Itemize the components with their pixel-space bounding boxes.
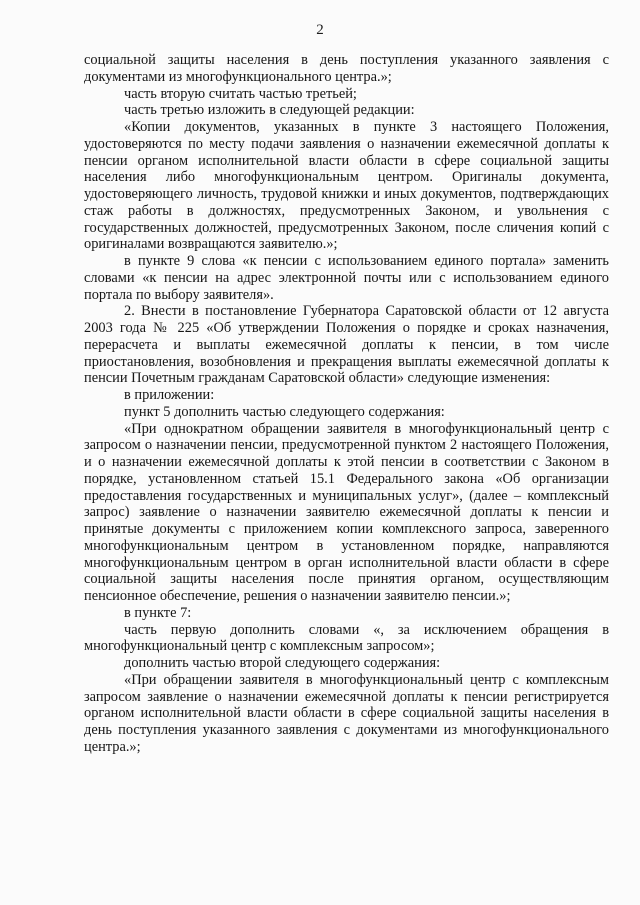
paragraph-item-2: 2. Внести в постановление Губернатора Саратовской области от 12 августа 2003 года № 225 «Об утверждении Положения о порядке и сроках назначения, перерасчета и выплаты ежемесячной доплаты к пенсии, в том числе приостановления, возобновления и прекращения выплаты ежемесячной доплаты к пенсии Почетным гражданам Саратовской области» следующие изменения: bbox=[84, 303, 609, 387]
paragraph: часть вторую считать частью третьей; bbox=[124, 85, 357, 102]
paragraph: в приложении: bbox=[124, 387, 215, 403]
paragraph-continuation: социальной защиты населения в день поступления указанного заявления с документами из многофункционального центра.»; bbox=[84, 52, 609, 85]
paragraph: пункт 5 дополнить частью следующего содержания: bbox=[124, 403, 445, 420]
paragraph: дополнить частью второй следующего содержания: bbox=[124, 655, 441, 671]
document-body bbox=[84, 52, 609, 756]
paragraph-quote: «Копии документов, указанных в пункте 3 настоящего Положения, удостоверяются по месту подачи заявления о назначении ежемесячной доплаты к пенсии органом исполнительной власти области в сфере социальной защиты населения либо многофункциональным центром. Оригиналы документа, удостоверяющего личность, трудовой книжки и иных документов, подтверждающих стаж работы в должностях, предусмотренных Законом, и увольнения с государственных должностей, предусмотренных Законом, после сличения копий с оригиналами возвращаются заявителю.»; bbox=[84, 119, 609, 253]
paragraph: часть третью изложить в следующей редакции: bbox=[124, 102, 415, 119]
page-number: 2 bbox=[316, 22, 324, 38]
paragraph-quote: «При обращении заявителя в многофункциональный центр с комплексным запросом заявление о назначении ежемесячной доплаты к пенсии регистрируется органом исполнительной власти области в сфере социальной защиты населения в день поступления указанного заявления с документами из многофункционального центра.»; bbox=[84, 671, 609, 755]
paragraph: в пункте 9 слова «к пенсии с использованием единого портала» заменить словами «к пенсии на адрес электронной почты или с использованием единого портала по выбору заявителя». bbox=[84, 253, 609, 303]
paragraph-quote: «При однократном обращении заявителя в многофункциональный центр с запросом о назначении пенсии, предусмотренной пунктом 2 настоящего Положения, и о назначении ежемесячной доплаты к этой пенсии в соответствии с Законом в порядке, установленном статьей 15.1 Федерального закона «Об организации предоставления государственных и муниципальных услуг», (далее – комплексный запрос) заявление о назначении заявителю ежемесячной доплаты к пенсии и принятые документы с приложением копии комплексного запроса, заверенного многофункциональным центром в установленном порядке, направляются многофункциональным центром в орган исполнительной власти области в сфере социальной защиты населения после принятия органом, осуществляющим пенсионное обеспечение, решения о назначении заявителю пенсии.»; bbox=[84, 420, 609, 604]
paragraph: часть первую дополнить словами «, за исключением обращения в многофункциональный центр с комплексным запросом»; bbox=[84, 621, 609, 655]
paragraph: в пункте 7: bbox=[124, 604, 192, 621]
